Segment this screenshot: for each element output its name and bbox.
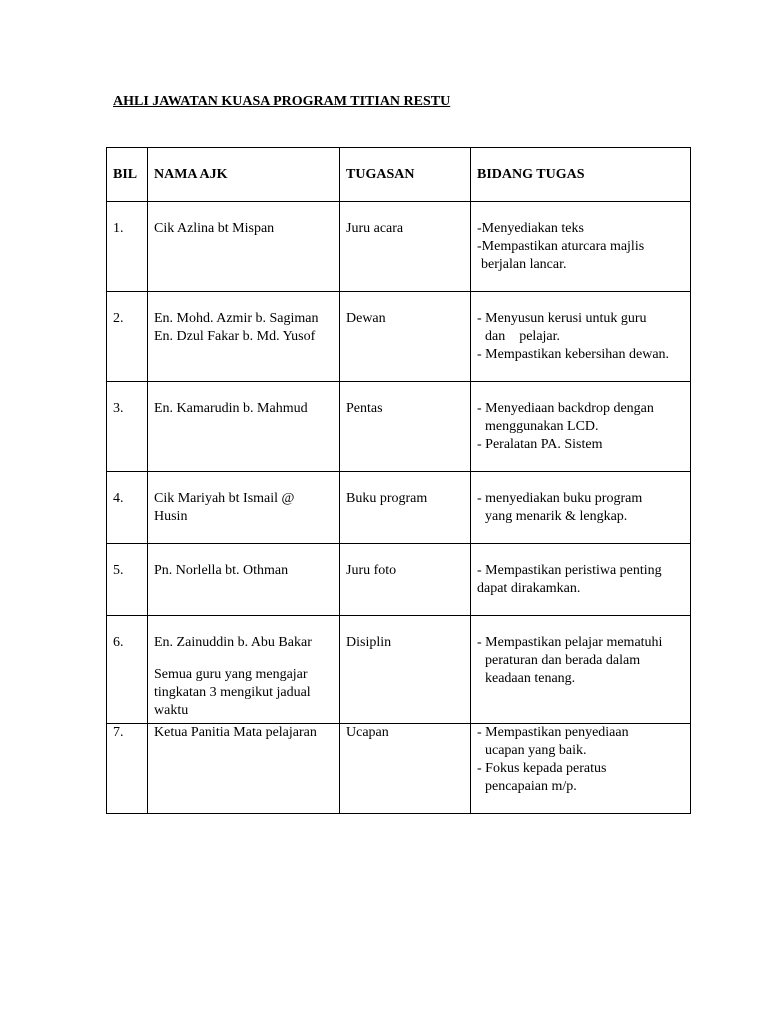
bidang-line: - Peralatan PA. Sistem <box>477 437 603 452</box>
cell-bil: 6. <box>107 616 148 724</box>
bidang-line: ucapan yang baik. <box>485 743 587 758</box>
cell-bidang <box>471 202 691 292</box>
bidang-line: - menyediakan buku program <box>477 491 643 506</box>
cell-bidang <box>471 472 691 544</box>
cell-tugasan: Juru acara <box>340 202 471 292</box>
bidang-line: dapat dirakamkan. <box>477 581 581 596</box>
nama-line: En. Zainuddin b. Abu Bakar <box>154 635 312 650</box>
table-row <box>107 724 691 814</box>
bidang-line: yang menarik & lengkap. <box>485 509 628 524</box>
header-nama-ajk: NAMA AJK <box>148 148 340 202</box>
bidang-line: - Mempastikan pelajar mematuhi <box>477 635 663 650</box>
bidang-line: - Fokus kepada peratus <box>477 761 607 776</box>
cell-bidang <box>471 616 691 724</box>
cell-tugasan: Disiplin <box>340 616 471 724</box>
cell-bidang <box>471 724 691 814</box>
cell-tugasan: Pentas <box>340 382 471 472</box>
table-row <box>107 544 691 616</box>
cell-bil: 2. <box>107 292 148 382</box>
cell-nama <box>148 724 340 814</box>
nama-line: En. Dzul Fakar b. Md. Yusof <box>154 329 316 344</box>
bidang-line: - Menyusun kerusi untuk guru <box>477 311 647 326</box>
cell-tugasan: Dewan <box>340 292 471 382</box>
nama-line: En. Kamarudin b. Mahmud <box>154 401 308 416</box>
bidang-line: - Menyediaan backdrop dengan <box>477 401 654 416</box>
bidang-line: berjalan lancar. <box>481 257 567 272</box>
bidang-line: - Mempastikan penyediaan <box>477 725 629 740</box>
committee-table <box>106 147 691 814</box>
bidang-line: -Menyediakan teks <box>477 221 584 236</box>
nama-line: Ketua Panitia Mata pelajaran <box>154 725 317 740</box>
cell-tugasan: Buku program <box>340 472 471 544</box>
cell-bil: 5. <box>107 544 148 616</box>
nama-line: En. Mohd. Azmir b. Sagiman <box>154 311 319 326</box>
cell-bidang <box>471 292 691 382</box>
cell-nama <box>148 202 340 292</box>
nama-note-line: Semua guru yang mengajar <box>154 667 308 682</box>
bidang-line: peraturan dan berada dalam <box>485 653 641 668</box>
table-row <box>107 202 691 292</box>
cell-bil: 3. <box>107 382 148 472</box>
nama-line: Pn. Norlella bt. Othman <box>154 563 289 578</box>
nama-note-line: tingkatan 3 mengikut jadual <box>154 685 311 700</box>
cell-nama <box>148 616 340 724</box>
nama-line: Cik Azlina bt Mispan <box>154 221 275 236</box>
bidang-line: - Mempastikan kebersihan dewan. <box>477 347 670 362</box>
document-title: AHLI JAWATAN KUASA PROGRAM TITIAN RESTU <box>113 94 451 109</box>
cell-bil: 7. <box>107 724 148 814</box>
bidang-line: pencapaian m/p. <box>485 779 577 794</box>
cell-nama <box>148 292 340 382</box>
bidang-line: dan pelajar. <box>485 329 561 344</box>
nama-line: Husin <box>154 509 188 524</box>
nama-line: Cik Mariyah bt Ismail @ <box>154 491 295 506</box>
bidang-line: keadaan tenang. <box>485 671 576 686</box>
cell-bidang <box>471 382 691 472</box>
bidang-line: menggunakan LCD. <box>485 419 599 434</box>
table-row <box>107 616 691 724</box>
cell-nama <box>148 544 340 616</box>
cell-tugasan: Juru foto <box>340 544 471 616</box>
cell-bidang <box>471 544 691 616</box>
header-tugasan: TUGASAN <box>340 148 471 202</box>
cell-bil: 4. <box>107 472 148 544</box>
bidang-line: -Mempastikan aturcara majlis <box>477 239 645 254</box>
table-row <box>107 382 691 472</box>
bidang-line: - Mempastikan peristiwa penting <box>477 563 662 578</box>
cell-tugasan: Ucapan <box>340 724 471 814</box>
cell-nama <box>148 472 340 544</box>
header-bidang-tugas: BIDANG TUGAS <box>471 148 691 202</box>
table-row <box>107 292 691 382</box>
table-header-row <box>107 148 691 202</box>
cell-bil: 1. <box>107 202 148 292</box>
table-row <box>107 472 691 544</box>
nama-note-line: waktu <box>154 703 189 718</box>
cell-nama <box>148 382 340 472</box>
header-bil: BIL <box>107 148 148 202</box>
